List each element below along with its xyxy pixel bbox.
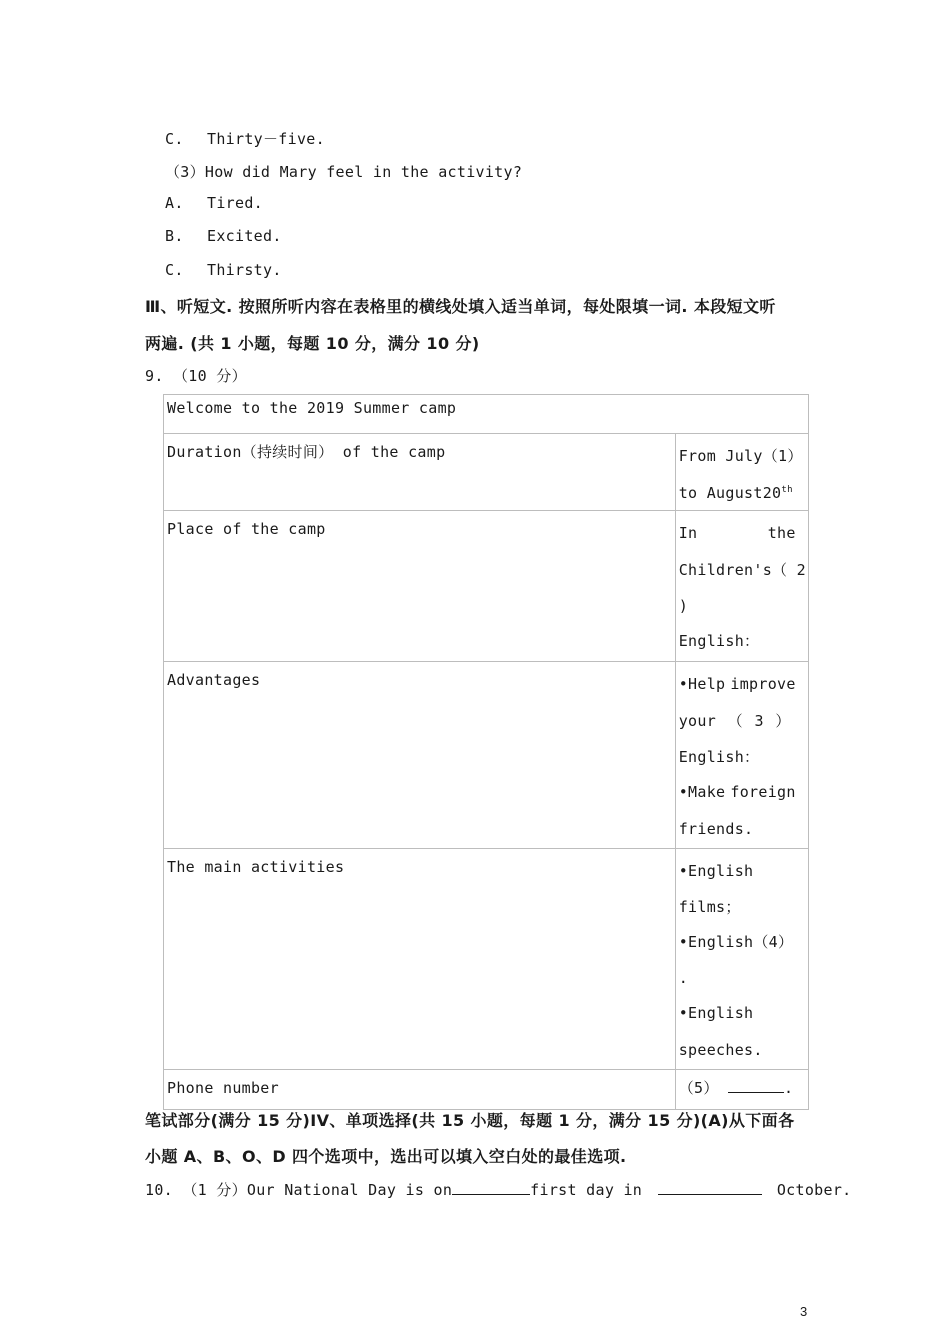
value-text: your — [678, 712, 717, 730]
question-text: first day in — [530, 1181, 643, 1199]
value-text: . — [784, 1079, 794, 1097]
table-header-row — [164, 395, 809, 434]
option-text: Thirsty. — [207, 261, 282, 279]
value-text: 3 — [754, 712, 764, 730]
value-line: English： — [678, 632, 760, 650]
row-value-cell — [675, 849, 808, 1070]
written-part-heading-line1: 笔试部分(满分 15 分)IV、单项选择(共 15 小题，每题 1 分，满分 15 分)(A)从下面各 — [145, 1111, 795, 1130]
row-label-cell — [164, 1070, 676, 1110]
row-label-cell — [164, 511, 676, 662]
table-header-cell — [164, 395, 809, 434]
value-text: the — [767, 524, 796, 542]
option-b-line — [165, 227, 282, 245]
question-10 — [145, 1179, 852, 1200]
value-line: •English（4） — [678, 933, 794, 951]
table-row — [164, 1070, 809, 1110]
value-text: improve — [730, 675, 796, 693]
value-line: From July（1） — [678, 447, 803, 465]
summer-camp-table — [163, 394, 809, 1110]
table-row — [164, 511, 809, 662]
value-line: ) — [678, 597, 689, 615]
option-text: Thirty－five. — [207, 130, 325, 148]
value-text: to August20 — [678, 484, 782, 502]
row-label: Advantages — [167, 671, 261, 689]
blank-number: （5） — [678, 1079, 719, 1097]
row-value-cell — [675, 1070, 808, 1110]
value-line — [679, 515, 796, 552]
answer-blank — [452, 1180, 530, 1195]
value-line: . — [678, 969, 689, 987]
question-text: October. — [776, 1181, 852, 1199]
option-letter: B. — [165, 227, 184, 245]
option-c-line — [165, 128, 325, 149]
option-text: Excited. — [207, 227, 282, 245]
value-text: （ — [727, 712, 743, 730]
value-text: In — [678, 524, 698, 542]
row-label-cell — [164, 849, 676, 1070]
option-a-line — [165, 194, 263, 212]
question-3: （3）How did Mary feel in the activity? — [165, 163, 523, 181]
option-c-line-2 — [165, 261, 282, 279]
value-line — [679, 774, 796, 811]
option-text: Tired. — [207, 194, 264, 212]
section-3-heading-line2: 两遍. (共 1 小题，每题 10 分，满分 10 分) — [145, 334, 480, 353]
section-3-heading-line1: Ⅲ、听短文. 按照所听内容在表格里的横线处填入适当单词，每处限填一词. 本段短文听 — [145, 297, 776, 316]
row-value-cell — [675, 511, 808, 662]
value-line — [679, 703, 791, 740]
row-value-cell — [675, 434, 808, 511]
table-row — [164, 849, 809, 1070]
value-line: •English — [678, 862, 754, 880]
table-row — [164, 434, 809, 511]
table-row — [164, 662, 809, 849]
question-9-label: 9. （10 分） — [145, 367, 247, 385]
value-line — [679, 666, 796, 703]
row-label: Place of the camp — [167, 520, 326, 538]
value-text: •Help — [678, 675, 726, 693]
row-label: Duration（持续时间） of the camp — [167, 443, 446, 461]
value-line — [679, 475, 806, 505]
written-part-heading-line2: 小题 A、B、O、D 四个选项中，选出可以填入空白处的最佳选项. — [145, 1147, 627, 1166]
option-letter: C. — [165, 130, 184, 148]
page-number: 3 — [800, 1304, 808, 1319]
row-label-cell — [164, 434, 676, 511]
value-line: •English — [678, 1004, 754, 1022]
option-letter: A. — [165, 194, 184, 212]
row-label: The main activities — [167, 858, 345, 876]
answer-blank-5 — [679, 1079, 794, 1097]
question-text: 10. （1 分）Our National Day is on — [145, 1181, 453, 1199]
value-text: ） — [775, 712, 791, 730]
value-line: English： — [678, 748, 760, 766]
value-line: friends. — [678, 820, 754, 838]
value-text: foreign — [730, 783, 796, 801]
answer-blank — [658, 1180, 762, 1195]
row-label-cell — [164, 662, 676, 849]
blank-line — [728, 1078, 784, 1093]
value-line: films； — [678, 898, 741, 916]
value-line: Children's（ 2 — [678, 561, 806, 579]
value-line: speeches. — [678, 1041, 763, 1059]
superscript: th — [781, 485, 793, 495]
value-text: •Make — [678, 783, 726, 801]
table-title: Welcome to the 2019 Summer camp — [167, 399, 457, 417]
option-letter: C. — [165, 261, 184, 279]
row-value-cell — [675, 662, 808, 849]
row-label: Phone number — [167, 1079, 279, 1097]
